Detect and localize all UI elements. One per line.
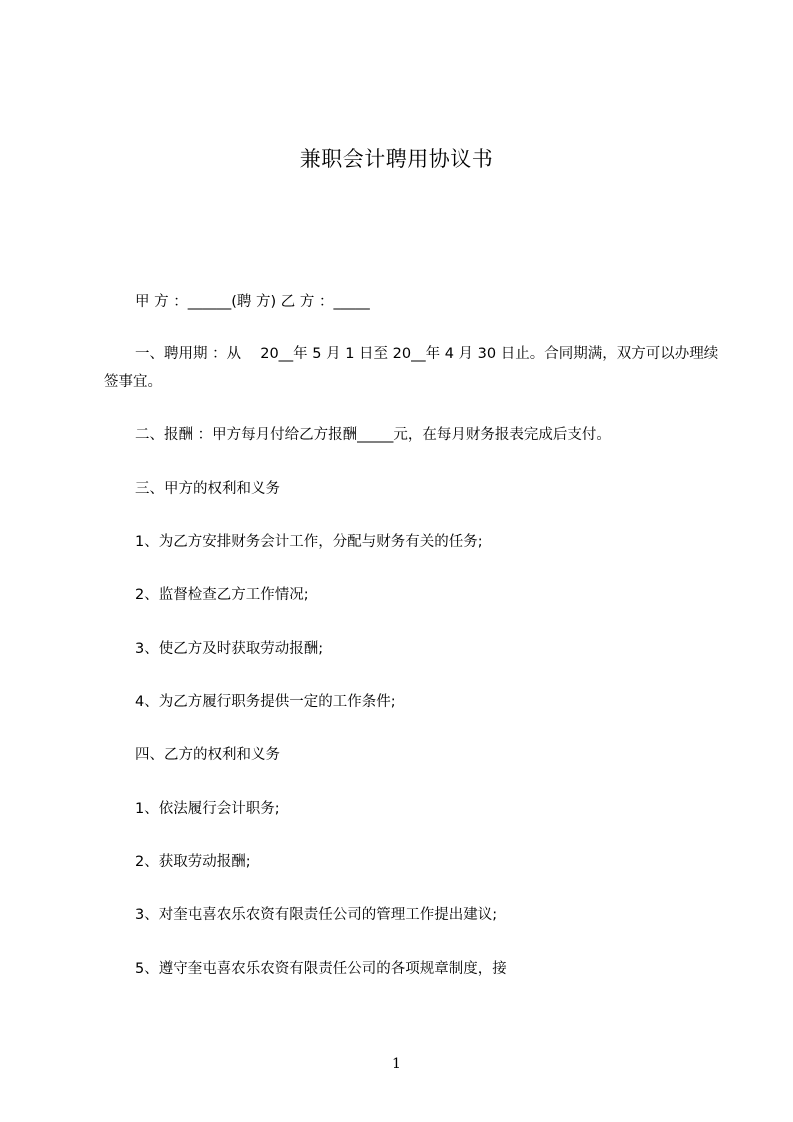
party-a-item-1: 1、为乙方安排财务会计工作，分配与财务有关的任务; xyxy=(135,534,483,550)
party-b-item-3: 3、对奎屯喜农乐农资有限责任公司的管理工作提出建议; xyxy=(135,907,498,923)
parties-line: 甲 方 ：______(聘 方) 乙 方 ：_____ xyxy=(135,294,370,310)
clause-term: 一、聘用期 ：从 20__年 5 月 1 日至 20__年 4 月 30 日止。合同期满，双方可以办理续签事宜。 xyxy=(104,346,719,390)
party-b-item-2: 2、获取劳动报酬; xyxy=(135,854,251,870)
section-party-a-heading: 三、甲方的权利和义务 xyxy=(135,481,280,497)
section-party-b-heading: 四、乙方的权利和义务 xyxy=(135,747,280,763)
page-number: 1 xyxy=(392,1056,401,1072)
clause-pay: 二、报酬 ：甲方每月付给乙方报酬_____元，在每月财务报表完成后支付。 xyxy=(135,427,611,443)
party-a-item-2: 2、监督检查乙方工作情况; xyxy=(135,587,309,603)
party-a-item-4: 4、为乙方履行职务提供一定的工作条件; xyxy=(135,694,396,710)
document-title: 兼职会计聘用协议书 xyxy=(299,147,494,171)
party-a-item-3: 3、使乙方及时获取劳动报酬; xyxy=(135,641,324,657)
party-b-item-5: 5、遵守奎屯喜农乐农资有限责任公司的各项规章制度，接 xyxy=(135,961,507,977)
party-b-item-1: 1、依法履行会计职务; xyxy=(135,801,280,817)
